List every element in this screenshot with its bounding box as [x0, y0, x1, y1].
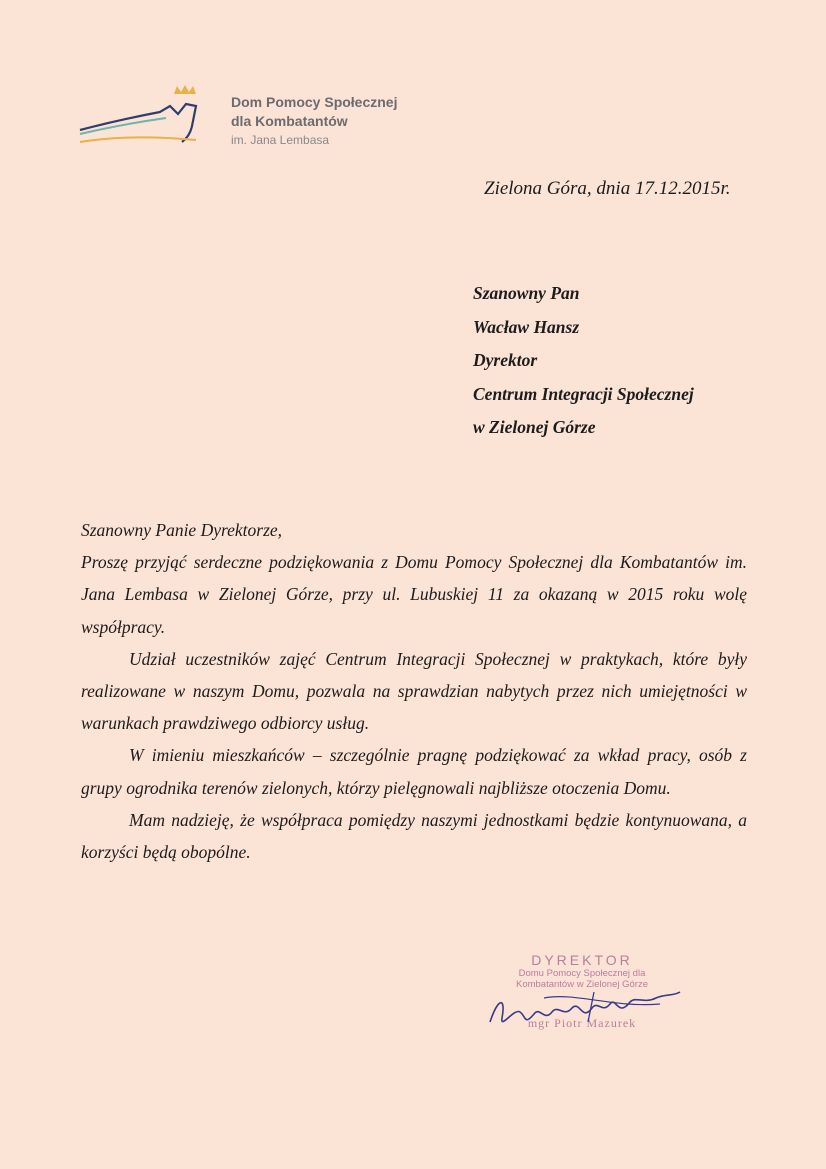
- paragraph: Proszę przyjąć serdeczne podziękowania z Domu Pomocy Społecznej dla Kombatantów im. Jana Lembasa w Zielonej Górze, przy ul. Lubuskiej 11 za okazaną w 2015 roku wolę współpracy.: [81, 552, 747, 637]
- stamp-line: Domu Pomocy Społecznej dla: [518, 968, 646, 979]
- addressee-line: Dyrektor: [473, 350, 538, 370]
- org-name-line2: dla Kombatantów: [231, 113, 348, 129]
- addressee-line: Centrum Integracji Społecznej: [473, 383, 694, 404]
- organization-logo: [78, 84, 228, 154]
- addressee-block: [473, 283, 694, 451]
- addressee-line: w Zielonej Górze: [473, 417, 596, 437]
- paragraph: W imieniu mieszkańców – szczególnie pragnę podziękować za wkład pracy, osób z grupy ogrodnika terenów zielonych, którzy pielęgnowali najbliższe otoczenia Domu.: [81, 745, 747, 798]
- paragraph: Udział uczestników zajęć Centrum Integracji Społecznej w praktykach, które były realizowane w naszym Domu, pozwala na sprawdzian nabytych przez nich umiejętności w warunkach prawdziwego odbiorcy usług.: [81, 648, 747, 734]
- letter-date: Zielona Góra, dnia 17.12.2015r.: [484, 178, 731, 199]
- addressee-line: Wacław Hansz: [473, 316, 580, 337]
- org-name-line1: Dom Pomocy Społecznej: [231, 94, 398, 110]
- stamp-name: mgr Piotr Mazurek: [527, 1016, 637, 1030]
- addressee-line: Szanowny Pan: [473, 283, 580, 303]
- stamp-line: Kombatantów w Zielonej Górze: [515, 979, 648, 990]
- organization-name: [231, 93, 397, 148]
- salutation: Szanowny Panie Dyrektorze,: [81, 520, 283, 540]
- letter-body: [81, 514, 747, 868]
- paragraph: Mam nadzieję, że współpraca pomiędzy naszymi jednostkami będzie kontynuowana, a korzyści będą obopólne.: [81, 809, 747, 863]
- crown-icon: [174, 85, 196, 94]
- handwritten-signature: [484, 978, 684, 1038]
- stamp-title: DYREKTOR: [531, 952, 633, 968]
- org-patron: im. Jana Lembasa: [231, 133, 330, 147]
